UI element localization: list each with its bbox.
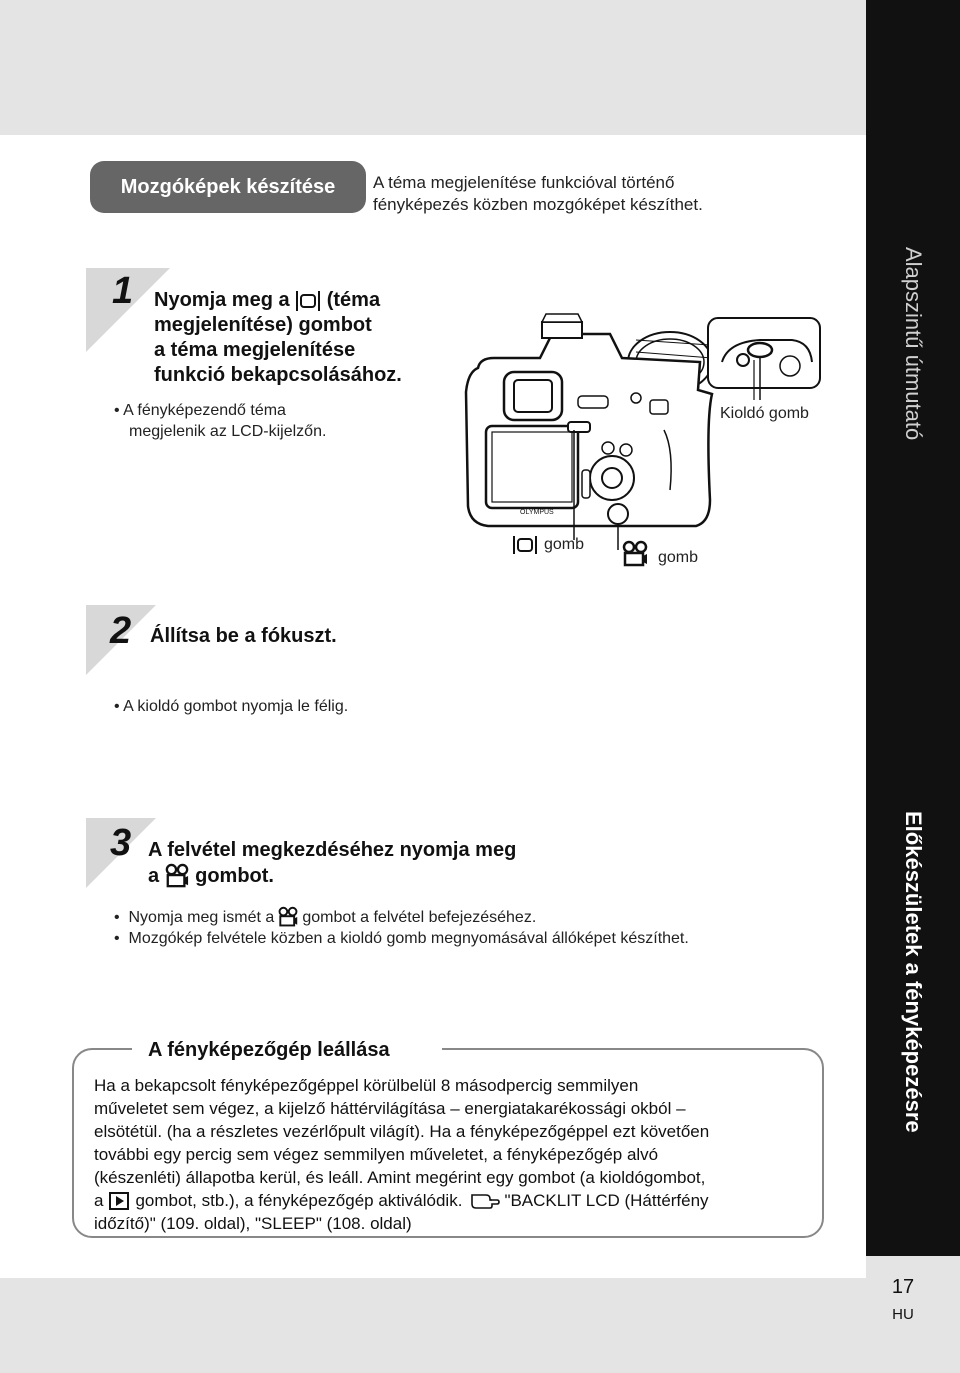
- step-1-bullet-line2: megjelenik az LCD-kijelzőn.: [129, 423, 327, 440]
- note-line-3: elsötétül. (ha a részletes vezérlőpult világít). Ha a fényképezőgéppel ezt követően: [94, 1122, 710, 1141]
- movie-caption-text: gomb: [658, 549, 699, 566]
- step-1-line2: megjelenítése) gombot: [154, 314, 372, 336]
- step-1-bullet: [114, 400, 374, 442]
- step-2-bullet: [114, 696, 348, 717]
- movie-caption: [622, 540, 698, 568]
- step-1-number: 1: [112, 270, 134, 312]
- shutter-button-caption: Kioldó gomb: [720, 405, 809, 422]
- playback-button-icon: [109, 1192, 129, 1210]
- liveview-caption-icon: [512, 535, 538, 555]
- note-line-5: (készenléti) állapotba kerül, és leáll. Amint megérint egy gombot (a kioldógombot,: [94, 1168, 706, 1187]
- note-line-6-post: "BACKLIT LCD (Háttérfény: [504, 1191, 709, 1210]
- step-3-heading: [148, 838, 708, 889]
- intro-line-1: A téma megjelenítése funkcióval történő: [373, 173, 675, 192]
- section-title-pill: [90, 161, 366, 213]
- bullet-dot: •: [114, 908, 129, 926]
- note-line-1: Ha a bekapcsolt fényképezőgéppel körülbelül 8 másodpercig semmilyen: [94, 1076, 639, 1095]
- top-band: [0, 0, 866, 135]
- step-1-heading: [154, 288, 454, 388]
- step-1-line1-post: (téma: [326, 289, 381, 311]
- bullet-dot: •: [114, 930, 129, 947]
- section-title: Mozgóképek készítése: [120, 175, 336, 198]
- step-3-number: 3: [110, 822, 132, 864]
- note-line-7: időzítő)" (109. oldal), "SLEEP" (108. oldal): [94, 1214, 412, 1233]
- note-body: [94, 1074, 814, 1235]
- step-2-bullet-text: A kioldó gombot nyomja le félig.: [123, 698, 349, 715]
- note-line-6-pre: a: [94, 1191, 104, 1210]
- step-3-bullet1-post: gombot a felvétel befejezéséhez.: [302, 908, 537, 926]
- movie-caption-icon: [622, 540, 648, 568]
- note-title: A fényképezőgép leállása: [148, 1039, 390, 1061]
- language-code: HU: [892, 1306, 914, 1323]
- movie-button-icon: [165, 863, 189, 889]
- reference-hand-icon: [470, 1191, 500, 1211]
- step-2-number: 2: [110, 610, 132, 652]
- step-2-title: Állítsa be a fókuszt.: [150, 625, 337, 647]
- step-3-bullets: [114, 906, 814, 949]
- section-intro: [373, 172, 793, 216]
- liveview-caption-text: gomb: [544, 536, 585, 553]
- side-tab-preparation-label: Előkészületek a fényképezésre: [901, 811, 926, 1133]
- side-tab-preparation-label-wrap: [866, 688, 960, 1256]
- intro-line-2: fényképezés közben mozgóképet készíthet.: [373, 195, 703, 214]
- bottom-band: [0, 1278, 866, 1373]
- step-3-line1: A felvétel megkezdéséhez nyomja meg: [148, 839, 517, 861]
- bullet-dot: •: [114, 402, 124, 419]
- step-1-bullet-line1: A fényképezendő téma: [123, 402, 286, 419]
- liveview-caption: [512, 535, 584, 555]
- step-1-line3: a téma megjelenítése: [154, 339, 356, 361]
- side-tab-basic-label: Alapszintű útmutató: [901, 247, 926, 441]
- step-1-line1-pre: Nyomja meg a: [154, 289, 290, 311]
- note-line-4: további egy percig sem végez semmilyen műveletet, a fényképezőgép alvó: [94, 1145, 659, 1164]
- movie-button-icon: [278, 906, 298, 928]
- step-3-line2-post: gombot.: [195, 864, 274, 887]
- liveview-button-icon: [295, 290, 321, 312]
- note-line-6-mid: gombot, stb.), a fényképezőgép aktiválódik.: [135, 1191, 463, 1210]
- bullet-dot: •: [114, 698, 124, 715]
- step-3-bullet2: Mozgókép felvétele közben a kioldó gomb megnyomásával állóképet készíthet.: [128, 930, 689, 947]
- side-tab-basic-label-wrap: [866, 0, 960, 688]
- page-number: 17: [891, 1276, 915, 1298]
- step-3-bullet1-pre: Nyomja meg ismét a: [128, 908, 275, 926]
- step-1-line4: funkció bekapcsolásához.: [154, 364, 402, 386]
- step-3-line2-pre: a: [148, 864, 160, 887]
- camera-brand: OLYMPUS: [520, 509, 554, 516]
- note-line-2: műveletet sem végez, a kijelző háttérvilágítása – energiatakarékossági okból –: [94, 1099, 686, 1118]
